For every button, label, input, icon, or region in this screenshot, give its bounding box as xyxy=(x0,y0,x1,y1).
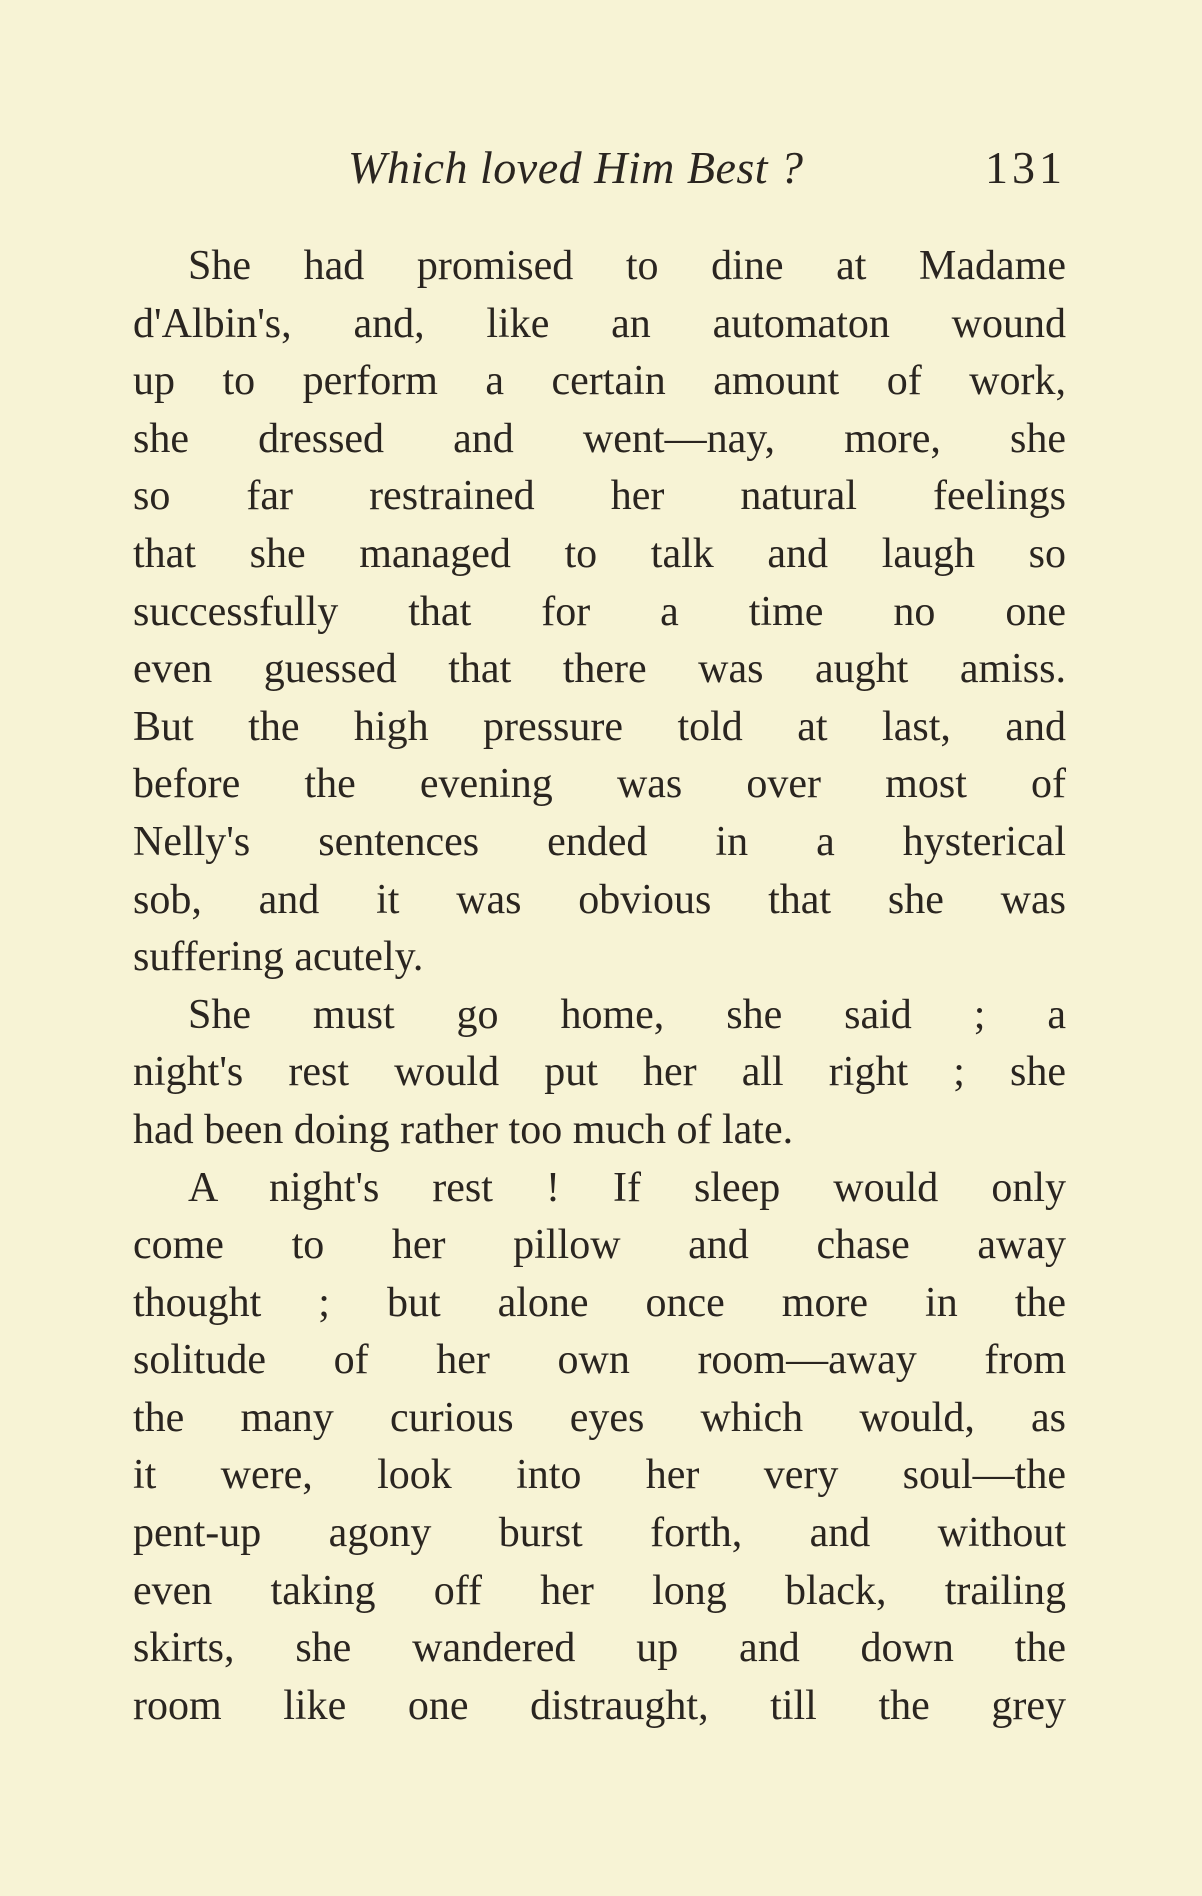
text-line: had been doing rather too much of late. xyxy=(133,1106,794,1153)
text-line: thought ; but alone once more in the xyxy=(133,1279,1066,1326)
text-line: night's rest would put her all right ; she xyxy=(133,1049,1066,1096)
text-line: before the evening was over most of xyxy=(133,761,1066,808)
text-line: She must go home, she said ; a xyxy=(188,991,1066,1038)
text-line: suffering acutely. xyxy=(133,934,424,981)
text-line: up to perform a certain amount of work, xyxy=(133,358,1066,405)
text-line: the many curious eyes which would, as xyxy=(133,1394,1066,1441)
body-text xyxy=(133,238,1066,1735)
text-line: She had promised to dine at Madame xyxy=(188,243,1066,289)
text-line: even guessed that there was aught amiss. xyxy=(133,646,1066,693)
text-line: But the high pressure told at last, and xyxy=(133,703,1066,750)
text-line: d'Albin's, and, like an automaton wound xyxy=(133,300,1066,347)
text-line: that she managed to talk and laugh so xyxy=(133,530,1066,577)
running-head xyxy=(133,138,1066,198)
page-number: 131 xyxy=(985,142,1066,193)
text-line: solitude of her own room—away from xyxy=(133,1337,1066,1384)
text-line: successfully that for a time no one xyxy=(133,588,1066,635)
running-title: Which loved Him Best ? xyxy=(348,142,804,193)
text-line: she dressed and went—nay, more, she xyxy=(133,415,1066,462)
text-line: come to her pillow and chase away xyxy=(133,1222,1066,1269)
text-line: A night's rest ! If sleep would only xyxy=(188,1164,1066,1211)
text-line: Nelly's sentences ended in a hysterical xyxy=(133,818,1066,865)
text-line: even taking off her long black, trailing xyxy=(133,1567,1066,1614)
text-line: it were, look into her very soul—the xyxy=(133,1452,1066,1499)
text-line: sob, and it was obvious that she was xyxy=(133,876,1066,923)
text-line: skirts, she wandered up and down the xyxy=(133,1625,1066,1672)
text-line: room like one distraught, till the grey xyxy=(133,1682,1066,1729)
text-line: so far restrained her natural feelings xyxy=(133,473,1066,520)
text-line: pent-up agony burst forth, and without xyxy=(133,1510,1066,1557)
